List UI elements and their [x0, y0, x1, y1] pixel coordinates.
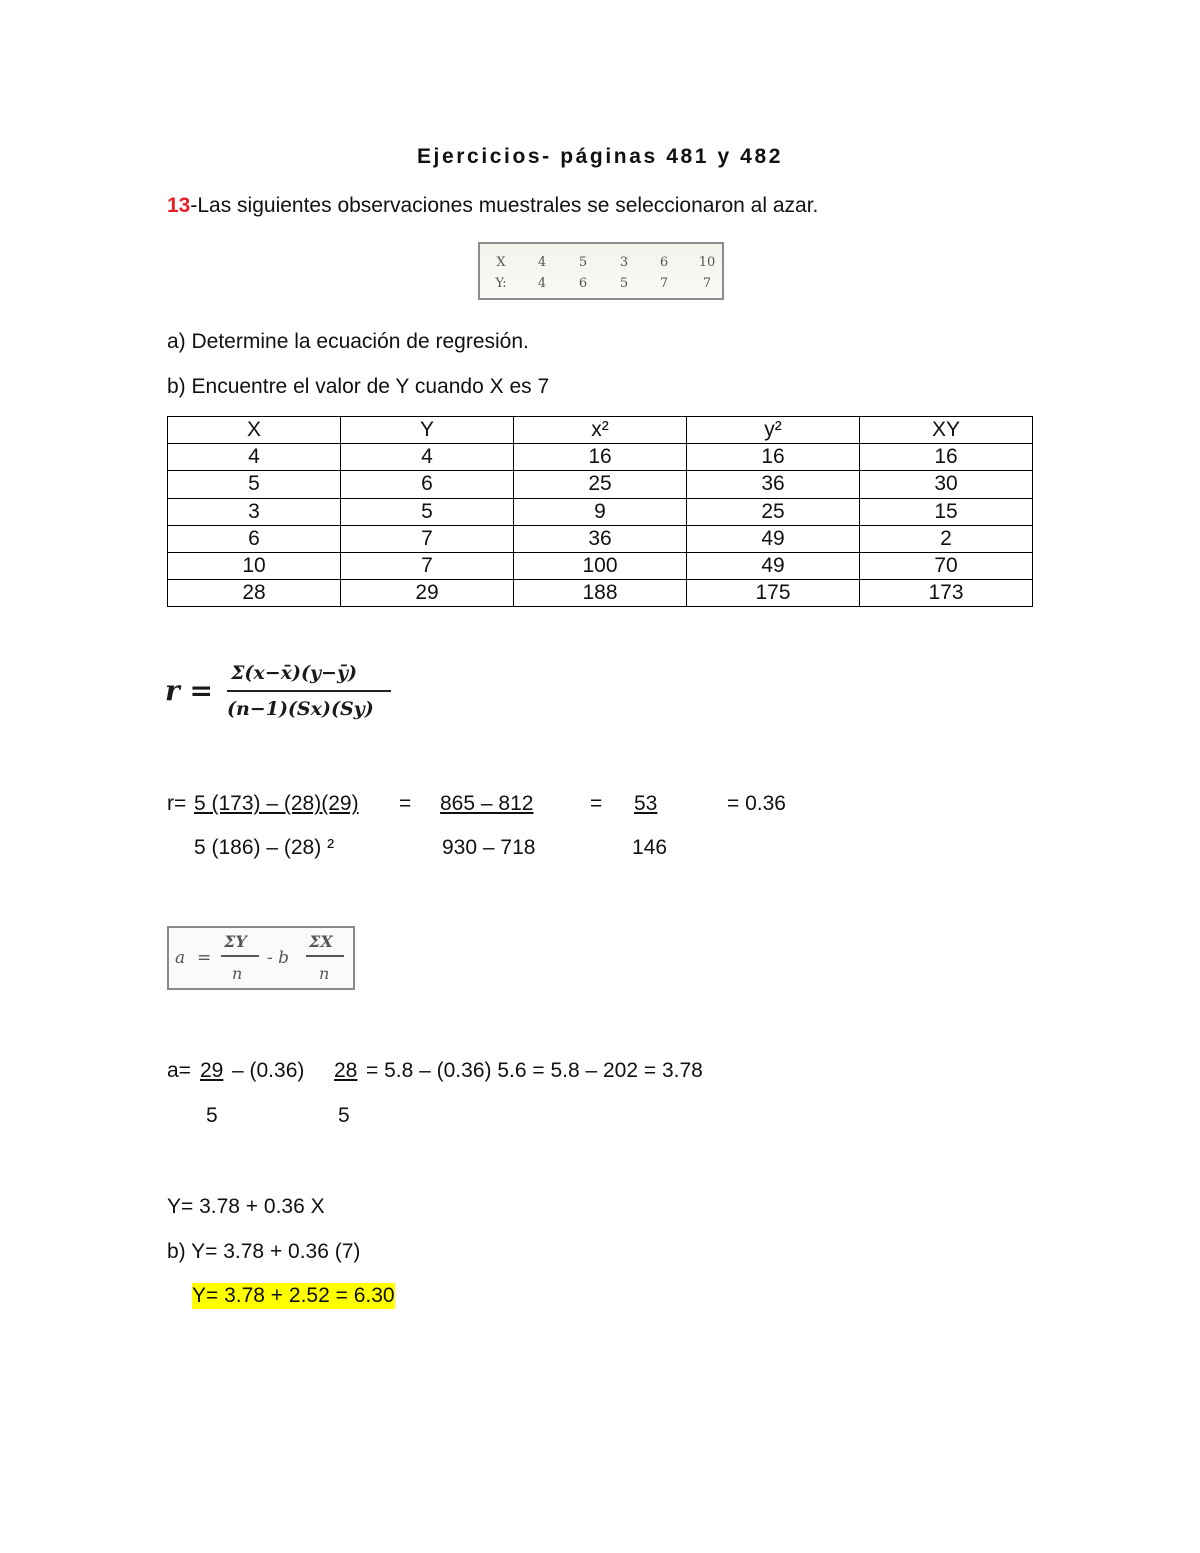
table-cell: 4	[341, 444, 514, 471]
table-cell: 29	[341, 580, 514, 607]
table-cell: 16	[514, 444, 687, 471]
table-cell: 5	[341, 498, 514, 525]
final-answer: Y= 3.78 + 2.52 = 6.30	[192, 1284, 395, 1307]
r-result: = 0.36	[727, 792, 786, 815]
table-cell: 100	[514, 552, 687, 579]
page-title: Ejercicios- páginas 481 y 482	[416, 145, 784, 168]
sample-value: 6	[578, 276, 588, 291]
a-formula-sum-y: ΣY	[224, 932, 247, 951]
a-numerator-2: 28	[334, 1059, 358, 1082]
table-cell: 25	[687, 498, 860, 525]
table-row	[168, 471, 1033, 498]
fraction-bar	[306, 955, 344, 957]
column-header: x²	[514, 417, 687, 444]
r-numerator-2: 865 – 812	[440, 792, 534, 815]
r-prefix: r=	[167, 792, 187, 815]
table-header-row	[168, 417, 1033, 444]
table-row	[168, 444, 1033, 471]
r-equals-2: =	[590, 792, 603, 815]
exercise-statement	[167, 194, 818, 218]
sample-value: 7	[659, 276, 669, 291]
table-cell: 7	[341, 552, 514, 579]
table-cell: 188	[514, 580, 687, 607]
r-formula-denominator: (n−1)(Sx)(Sy)	[227, 698, 374, 720]
r-numerator-1: 5 (173) – (28)(29)	[194, 792, 359, 815]
r-formula-image	[165, 660, 405, 730]
r-formula-lhs: r =	[165, 674, 213, 707]
a-formula-n: n	[232, 964, 243, 983]
sample-row-y	[480, 276, 722, 296]
table-row	[168, 498, 1033, 525]
table-cell: 2	[860, 525, 1033, 552]
table-cell: 36	[514, 525, 687, 552]
r-formula-numerator: Σ(x−x̄)(y−ȳ)	[231, 662, 357, 684]
sample-value: 5	[619, 276, 629, 291]
column-header: XY	[860, 417, 1033, 444]
column-header: y²	[687, 417, 860, 444]
sample-data-image	[478, 242, 724, 300]
table-cell: 175	[687, 580, 860, 607]
r-denominator-2: 930 – 718	[442, 836, 536, 859]
table-cell: 16	[860, 444, 1033, 471]
a-formula-n: n	[319, 964, 330, 983]
regression-equation: Y= 3.78 + 0.36 X	[167, 1195, 325, 1218]
table-cell: 15	[860, 498, 1033, 525]
a-middle: – (0.36)	[232, 1059, 305, 1082]
fraction-bar	[227, 690, 391, 692]
sample-value: 5	[578, 255, 588, 270]
fraction-bar	[221, 955, 259, 957]
table-cell: 25	[514, 471, 687, 498]
table-cell: 10	[168, 552, 341, 579]
table-cell: 6	[341, 471, 514, 498]
table-cell: 30	[860, 471, 1033, 498]
a-denominator-1: 5	[206, 1104, 218, 1127]
question-a: a) Determine la ecuación de regresión.	[167, 330, 529, 353]
a-prefix: a=	[167, 1059, 191, 1082]
a-formula-a: a	[175, 948, 186, 968]
a-rest: = 5.8 – (0.36) 5.6 = 5.8 – 202 = 3.78	[366, 1059, 703, 1082]
exercise-number: 13	[167, 194, 191, 217]
b-substitution: b) Y= 3.78 + 0.36 (7)	[167, 1240, 361, 1263]
table-totals-row	[168, 580, 1033, 607]
table-cell: 3	[168, 498, 341, 525]
table-cell: 9	[514, 498, 687, 525]
table-cell: 49	[687, 552, 860, 579]
r-denominator-1: 5 (186) – (28) ²	[194, 836, 335, 859]
table-cell: 36	[687, 471, 860, 498]
table-row	[168, 525, 1033, 552]
sample-label: Y:	[495, 276, 507, 291]
sample-value: 6	[659, 255, 669, 270]
sample-label: X	[496, 255, 506, 270]
a-formula-image	[167, 926, 355, 990]
question-b: b) Encuentre el valor de Y cuando X es 7	[167, 375, 550, 398]
table-cell: 16	[687, 444, 860, 471]
table-cell: 6	[168, 525, 341, 552]
a-denominator-2: 5	[338, 1104, 350, 1127]
exercise-text: -Las siguientes observaciones muestrales se seleccionaron al azar.	[190, 194, 819, 217]
r-numerator-3: 53	[634, 792, 658, 815]
table-cell: 28	[168, 580, 341, 607]
sample-value: 4	[537, 276, 547, 291]
sample-value: 10	[698, 255, 716, 270]
a-formula-eq: =	[197, 948, 212, 968]
table-cell: 49	[687, 525, 860, 552]
table-cell: 4	[168, 444, 341, 471]
column-header: Y	[341, 417, 514, 444]
a-formula-minus-b: - b	[267, 948, 290, 968]
column-header: X	[168, 417, 341, 444]
sample-row-x	[480, 255, 722, 275]
table-row	[168, 552, 1033, 579]
a-numerator-1: 29	[200, 1059, 224, 1082]
r-equals-1: =	[399, 792, 412, 815]
table-cell: 7	[341, 525, 514, 552]
sample-value: 4	[537, 255, 547, 270]
table-cell: 5	[168, 471, 341, 498]
table-cell: 173	[860, 580, 1033, 607]
r-denominator-3: 146	[632, 836, 668, 859]
sample-value: 3	[619, 255, 629, 270]
sample-value: 7	[702, 276, 712, 291]
a-formula-sum-x: ΣX	[309, 932, 333, 951]
calc-table	[167, 416, 1033, 607]
table-cell: 70	[860, 552, 1033, 579]
